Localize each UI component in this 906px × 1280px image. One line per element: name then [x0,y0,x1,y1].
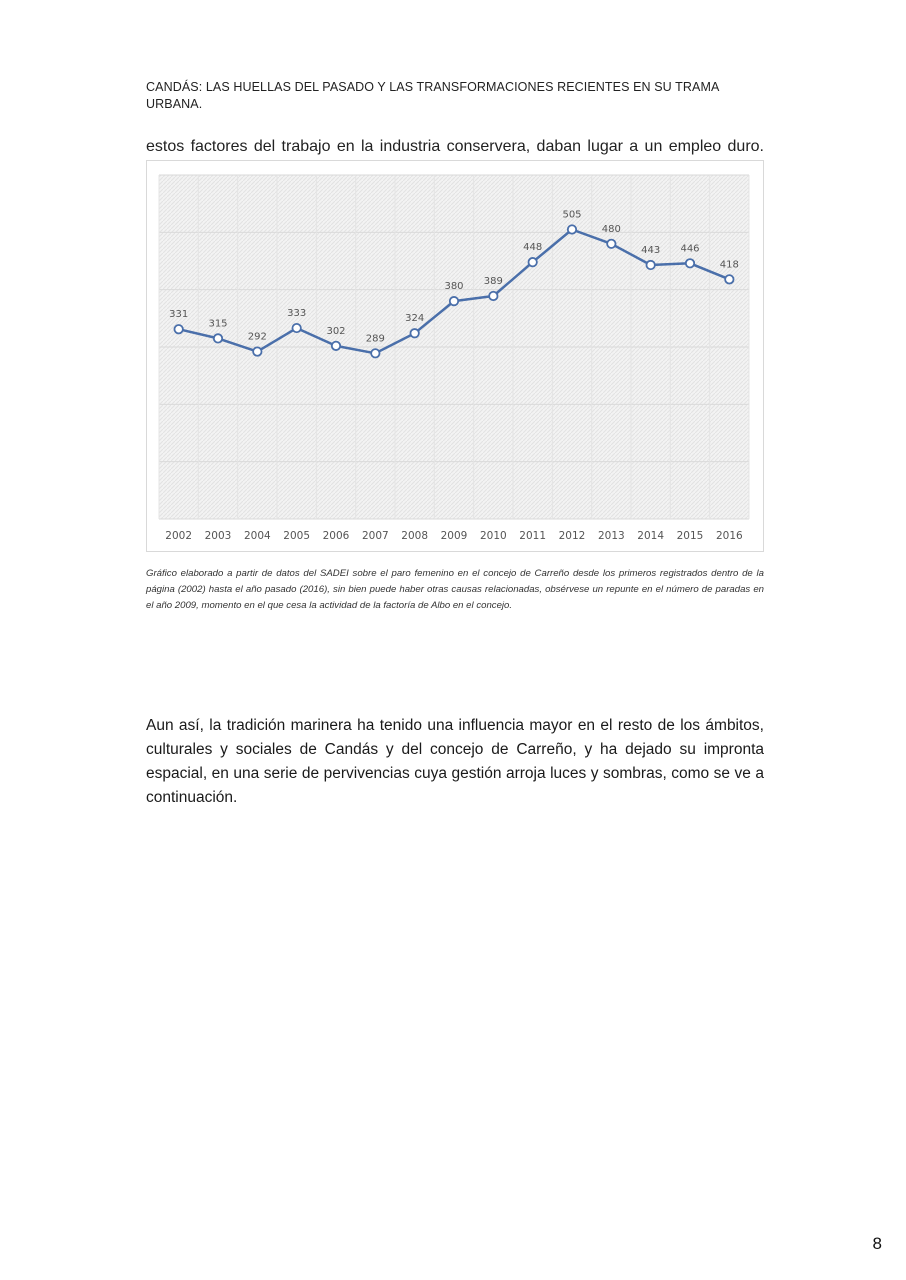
data-label: 446 [680,243,700,255]
data-point [450,297,458,305]
data-point [214,334,222,342]
data-point [332,342,340,350]
data-label: 418 [719,259,739,271]
data-label: 389 [483,275,503,287]
data-label: 333 [287,308,307,320]
data-point [686,259,694,267]
data-point [371,349,379,357]
page-number: 8 [872,1234,882,1253]
x-axis-ticks [165,530,743,542]
x-tick-label: 2008 [401,530,429,542]
data-label: 331 [169,309,189,321]
x-tick-label: 2015 [676,530,704,542]
x-tick-label: 2003 [204,530,232,542]
data-label: 380 [444,281,464,293]
line-chart [146,160,764,552]
data-label: 505 [562,209,582,221]
data-point [568,225,576,233]
data-point [253,347,261,355]
x-tick-label: 2010 [479,530,507,542]
data-point [607,240,615,248]
data-label: 292 [247,331,267,343]
figure-caption: Gráfico elaborado a partir de datos del SADEI sobre el paro femenino en el concejo de Carreño desde los primeros registrados dentro de la página (2002) hasta el año pasado (2016), sin bien puede haber otras causas relacionadas, obsérvese un repunte en el número de paradas en el año 2009, momento en el que cesa la actividad de la factoría de Albo en el concejo. [146,568,764,611]
data-point [410,329,418,337]
data-label: 315 [208,318,228,330]
data-point [292,324,300,332]
data-point [725,275,733,283]
data-point [174,325,182,333]
x-tick-label: 2005 [283,530,311,542]
data-point [646,261,654,269]
data-label: 448 [523,242,543,254]
x-tick-label: 2006 [322,530,350,542]
page-header-title: CANDÁS: LAS HUELLAS DEL PASADO Y LAS TRANSFORMACIONES RECIENTES EN SU TRAMA URBANA. [146,80,719,111]
data-point [489,292,497,300]
data-label: 324 [405,313,425,325]
x-tick-label: 2014 [637,530,665,542]
body-paragraph: Aun así, la tradición marinera ha tenido una influencia mayor en el resto de los ámbitos, culturales y sociales de Candás y del concejo de Carreño, y ha dejado su impronta espacial, en una serie de pervivencias cuya gestión arroja luces y sombras, como se ve a continuación. [146,717,764,806]
x-tick-label: 2004 [243,530,271,542]
data-point [528,258,536,266]
x-tick-label: 2011 [519,530,547,542]
intro-paragraph: estos factores del trabajo en la industria conservera, daban lugar a un empleo duro. [146,138,764,155]
x-tick-label: 2016 [715,530,743,542]
x-tick-label: 2013 [597,530,625,542]
x-tick-label: 2007 [361,530,389,542]
data-label: 289 [365,333,385,345]
x-tick-label: 2012 [558,530,586,542]
x-tick-label: 2002 [165,530,193,542]
data-label: 443 [641,245,661,257]
chart-svg [147,161,763,551]
x-tick-label: 2009 [440,530,468,542]
data-label: 480 [601,223,621,235]
data-label: 302 [326,325,346,337]
